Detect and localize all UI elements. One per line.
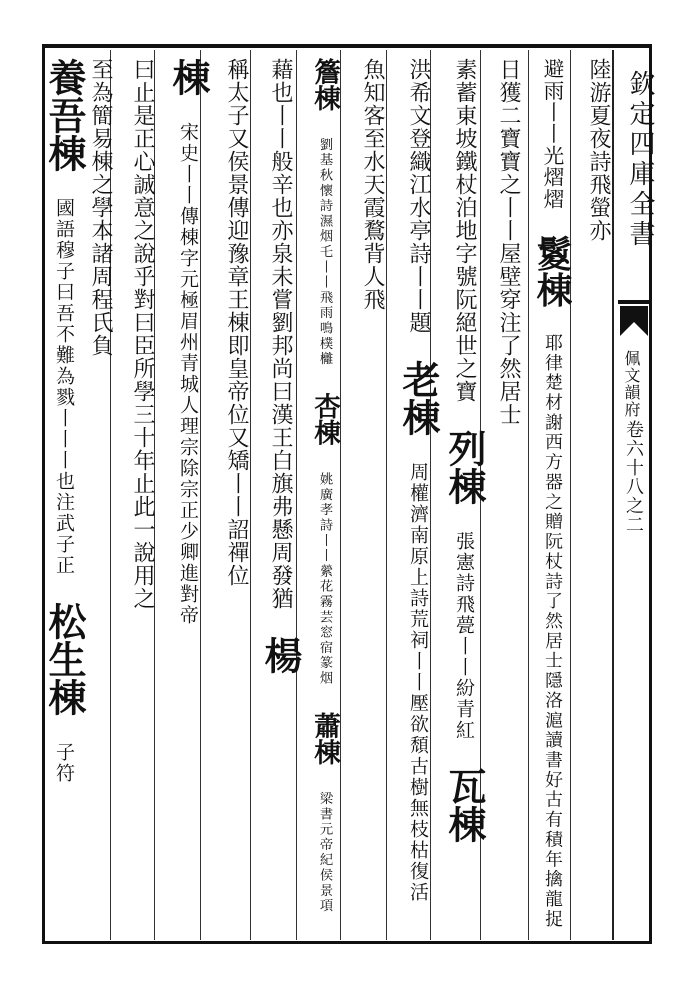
text-column-8 bbox=[258, 58, 303, 674]
text-column-13 bbox=[42, 58, 87, 784]
entry-headword: 松生棟 bbox=[42, 602, 87, 716]
column-text: 稱太子又侯景傳迎豫章王棟即皇帝位又矯丨丨詔禪位 bbox=[224, 58, 249, 587]
column-text: 陸游夏夜詩飛螢亦 bbox=[586, 58, 611, 242]
entry-annotation: 子符 bbox=[53, 742, 75, 784]
entry-headword: 鬉棟 bbox=[531, 235, 573, 308]
frame-top-border bbox=[42, 44, 652, 48]
entry-headword: 杏棟 bbox=[309, 392, 340, 446]
entry-annotation: 劉基秋懷詩濕烟乇丨丨飛雨鳴樸㰚 bbox=[317, 137, 332, 367]
entry-annotation: 周權濟南原上詩荒祠丨丨壓欲頹古樹無枝枯復活 bbox=[407, 462, 429, 903]
text-column-10 bbox=[166, 58, 211, 626]
entry-headword: 棟 bbox=[166, 58, 211, 96]
column-rule bbox=[570, 50, 571, 940]
column-rule bbox=[386, 50, 387, 940]
text-column-7 bbox=[310, 58, 338, 914]
text-column-4 bbox=[442, 58, 487, 843]
column-text: 魚知客至水天霞鶩背人飛 bbox=[360, 58, 385, 311]
frame-left-border bbox=[42, 44, 45, 944]
text-column-1 bbox=[584, 58, 612, 242]
entry-headword: 列棟 bbox=[442, 429, 487, 505]
collection-title: 欽定四庫全書 bbox=[625, 70, 655, 250]
entry-headword: 簷棟 bbox=[309, 58, 340, 112]
text-column-11 bbox=[128, 58, 156, 610]
column-text: 避雨丨丨光熠熠 bbox=[540, 58, 564, 210]
entry-annotation: 國語穆子曰吾不難為戮丨丨丨也注武子正 bbox=[53, 198, 75, 576]
volume-label: 卷六十八之二 bbox=[623, 420, 644, 534]
column-text: 藉也丨丨般辛也亦泉未嘗劉邦尚曰漢王白旗弗懸周發猶 bbox=[268, 58, 293, 610]
entry-annotation: 耶律楚材謝西方器之贈阮杖詩了然居士隱洛滬讀書好古有積年擒龍捉 bbox=[542, 333, 563, 930]
column-text: 素蓄東坡鐵杖泊地字號阮絕世之寶 bbox=[452, 58, 477, 403]
entry-annotation: 姚廣孝詩丨丨縈花霧芸窓宿篆烟 bbox=[317, 471, 332, 687]
book-title: 佩文韻府 bbox=[622, 350, 641, 418]
fishtail-mark-icon bbox=[616, 296, 652, 342]
entry-headword: 楊 bbox=[258, 636, 303, 674]
gutter-divider bbox=[612, 50, 614, 940]
column-text: 至為簡易棟之學本諸周程氏負 bbox=[88, 58, 113, 357]
text-column-12 bbox=[86, 58, 114, 357]
entry-headword: 瓦棟 bbox=[442, 767, 487, 843]
column-text: 曰止是正心誠意之說乎對曰臣所學三十年止此一說用之 bbox=[130, 58, 155, 610]
entry-annotation: 張憲詩飛甍丨丨紛青紅 bbox=[453, 531, 475, 741]
frame-bottom-border bbox=[42, 941, 652, 944]
text-column-3 bbox=[494, 58, 522, 426]
entry-headword: 老棟 bbox=[396, 360, 441, 436]
column-rule bbox=[340, 50, 341, 940]
text-column-2 bbox=[531, 58, 573, 930]
text-column-5 bbox=[396, 58, 441, 903]
column-rule bbox=[296, 50, 297, 940]
entry-headword: 蕭棟 bbox=[309, 712, 340, 766]
column-text: 日獲二寶寶之丨丨屋壁穿注了然居士 bbox=[496, 58, 521, 426]
column-text: 洪希文登織江水亭詩丨丨題 bbox=[406, 58, 431, 334]
entry-annotation: 梁書元帝紀侯景項 bbox=[317, 791, 332, 914]
column-rule bbox=[528, 50, 529, 940]
column-rule bbox=[250, 50, 251, 940]
text-column-6 bbox=[358, 58, 386, 311]
entry-headword: 養吾棟 bbox=[42, 58, 87, 172]
entry-annotation: 宋史丨丨傳棟字元極眉州青城人理宗除宗正少卿進對帝 bbox=[177, 122, 199, 626]
text-column-9 bbox=[222, 58, 250, 587]
